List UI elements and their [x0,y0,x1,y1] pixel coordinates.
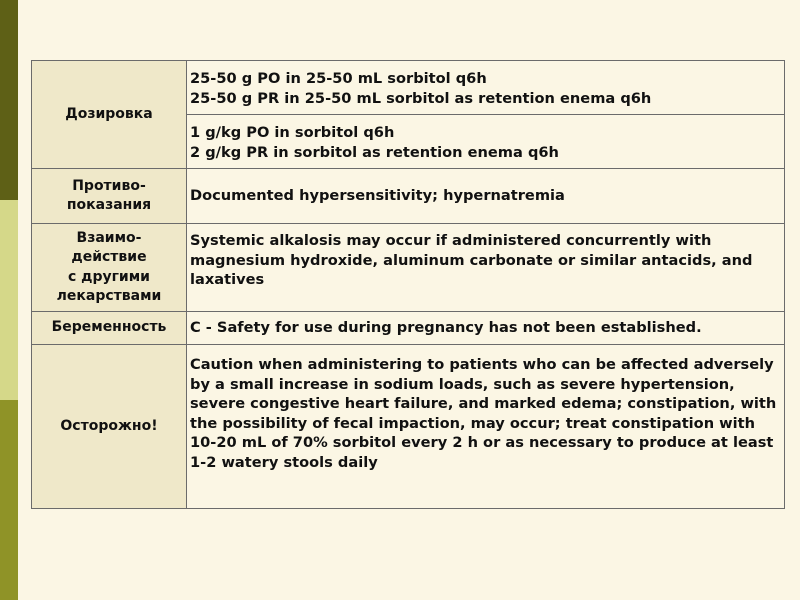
decorative-bar-dark [0,0,18,200]
label-line: действие [71,249,147,265]
label-line: Противо- [72,177,146,194]
contraindications-label [32,169,187,224]
table-row [32,312,785,345]
dosage-pediatric-line: 1 g/kg PO in sorbitol q6h [190,124,395,141]
interactions-text: Systemic alkalosis may occur if administered concurrently with magnesium hydroxide, aluminum carbonate or similar antacids, and laxatives [187,224,785,312]
decorative-bar-olive [0,400,18,600]
label-line: лекарствами [56,288,162,304]
precautions-text: Caution when administering to patients who can be affected adversely by a small increase in sodium loads, such as severe hypertension, severe congestive heart failure, and marked edema; constipation, with the possibility of fecal impaction, may occur; treat constipation with 10-20 mL of 70% sorbitol every 2 h or as necessary to produce at least 1-2 watery stools daily [187,345,785,509]
drug-info-table [31,60,785,509]
pregnancy-label: Беременность [32,312,187,345]
table-row [32,169,785,224]
table-row [32,224,785,312]
dosage-adult-line: 25-50 g PO in 25-50 mL sorbitol q6h [190,70,487,87]
decorative-bar-light [0,200,18,400]
label-line: с другими [67,268,150,285]
interactions-label [32,224,187,312]
dosage-adult-cell [187,61,785,115]
table-row [32,345,785,509]
label-line: показания [66,197,152,213]
dosage-pediatric-cell [187,115,785,169]
dosage-pediatric-line: 2 g/kg PR in sorbitol as retention enema q6h [190,143,559,161]
dosage-label: Дозировка [32,61,187,169]
table-row [32,61,785,115]
label-line: Взаимо- [76,229,142,246]
contraindications-text: Documented hypersensitivity; hypernatremia [187,169,785,224]
dosage-adult-line: 25-50 g PR in 25-50 mL sorbitol as retention enema q6h [190,89,652,107]
precautions-label: Осторожно! [32,345,187,509]
pregnancy-text: C - Safety for use during pregnancy has not been established. [187,312,785,345]
